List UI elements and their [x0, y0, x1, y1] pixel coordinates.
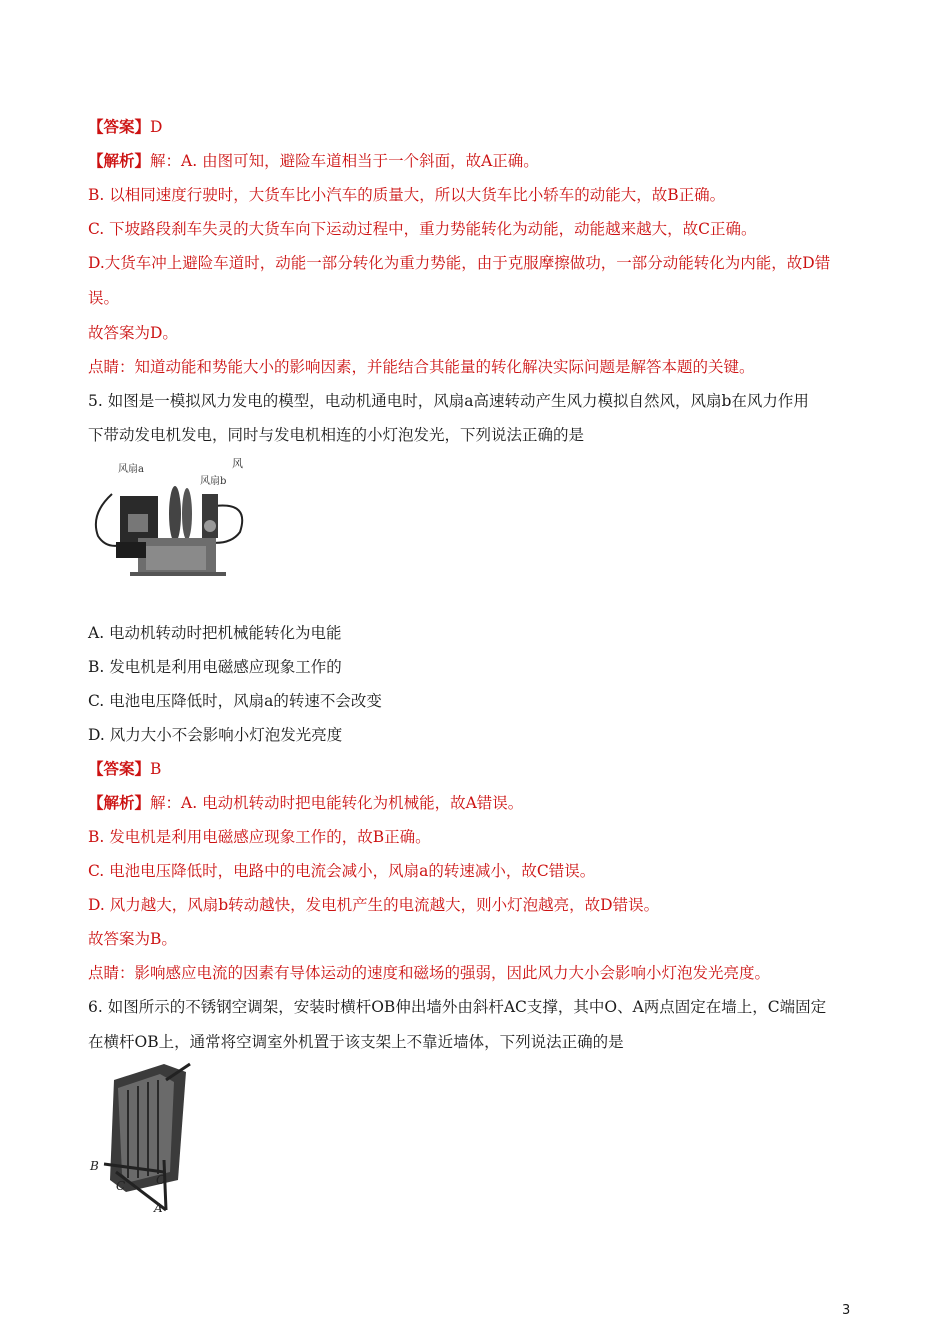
q5-analysis-a	[88, 792, 523, 814]
q5-analysis-c: C. 电池电压降低时，电路中的电流会减小，风扇a的转速减小，故C错误。	[88, 862, 596, 880]
q4-analysis-c: C. 下坡路段刹车失灵的大货车向下运动过程中，重力势能转化为动能，动能越来越大，故C正确。	[88, 220, 757, 238]
page-number: 3	[842, 1303, 851, 1318]
q4-analysis-a	[88, 150, 539, 172]
q4-analysis-b: B. 以相同速度行驶时，大货车比小汽车的质量大，所以大货车比小轿车的动能大，故B正确。	[88, 186, 726, 204]
q5-analysis-d: D. 风力越大，风扇b转动越快，发电机产生的电流越大，则小灯泡越亮，故D错误。	[88, 896, 660, 914]
analysis-tag: 【解析】	[88, 151, 151, 170]
label-c: C	[116, 1179, 126, 1193]
q5-comment: 点睛：影响感应电流的因素有导体运动的速度和磁场的强弱，因此风力大小会影响小灯泡发光亮度。	[88, 964, 771, 982]
q5-stem-1: 5. 如图是一模拟风力发电的模型，电动机通电时，风扇a高速转动产生风力模拟自然风，风扇b在风力作用	[88, 392, 809, 410]
fan-b-label: 风扇b	[200, 476, 227, 487]
q5-option-b: B. 发电机是利用电磁感应现象工作的	[88, 658, 342, 676]
ac-bracket-figure	[86, 1060, 206, 1216]
answer-value: D	[150, 118, 163, 136]
q4-comment: 点睛：知道动能和势能大小的影响因素，并能结合其能量的转化解决实际问题是解答本题的关键。	[88, 358, 755, 376]
answer-tag: 【答案】	[88, 759, 151, 778]
q6-stem-2: 在横杆OB上，通常将空调室外机置于该支架上不靠近墙体，下列说法正确的是	[88, 1033, 624, 1051]
fan-a-label: 风扇a	[118, 464, 144, 475]
q4-analysis-d2: 误。	[88, 289, 120, 307]
q5-option-d: D. 风力大小不会影响小灯泡发光亮度	[88, 726, 343, 744]
q5-conclusion: 故答案为B。	[88, 930, 177, 948]
wind-generator-figure	[90, 454, 260, 590]
answer-value: B	[150, 760, 162, 778]
q5-answer-line	[88, 758, 161, 780]
label-o: O	[156, 1173, 166, 1187]
wind-label: 风	[232, 457, 243, 470]
answer-tag: 【答案】	[88, 117, 151, 136]
q6-stem-1: 6. 如图所示的不锈钢空调架，安装时横杆OB伸出墙外由斜杆AC支撑，其中O、A两点固定在墙上，C端固定	[88, 998, 827, 1016]
q4-answer-line	[88, 116, 162, 138]
analysis-tag: 【解析】	[88, 793, 151, 812]
q5-stem-2: 下带动发电机发电，同时与发电机相连的小灯泡发光，下列说法正确的是	[88, 426, 585, 444]
q4-analysis-d1: D.大货车冲上避险车道时，动能一部分转化为重力势能，由于克服摩擦做功，一部分动能转化为内能，故D错	[88, 254, 831, 272]
q5-option-c: C. 电池电压降低时，风扇a的转速不会改变	[88, 692, 382, 710]
label-a: A	[154, 1201, 163, 1215]
q4-conclusion: 故答案为D。	[88, 324, 178, 342]
q5-option-a: A. 电动机转动时把机械能转化为电能	[88, 624, 342, 642]
label-b: B	[90, 1159, 99, 1173]
analysis-text: 解：A. 由图可知，避险车道相当于一个斜面，故A正确。	[150, 152, 539, 170]
analysis-text: 解：A. 电动机转动时把电能转化为机械能，故A错误。	[150, 794, 524, 812]
q5-analysis-b: B. 发电机是利用电磁感应现象工作的，故B正确。	[88, 828, 431, 846]
